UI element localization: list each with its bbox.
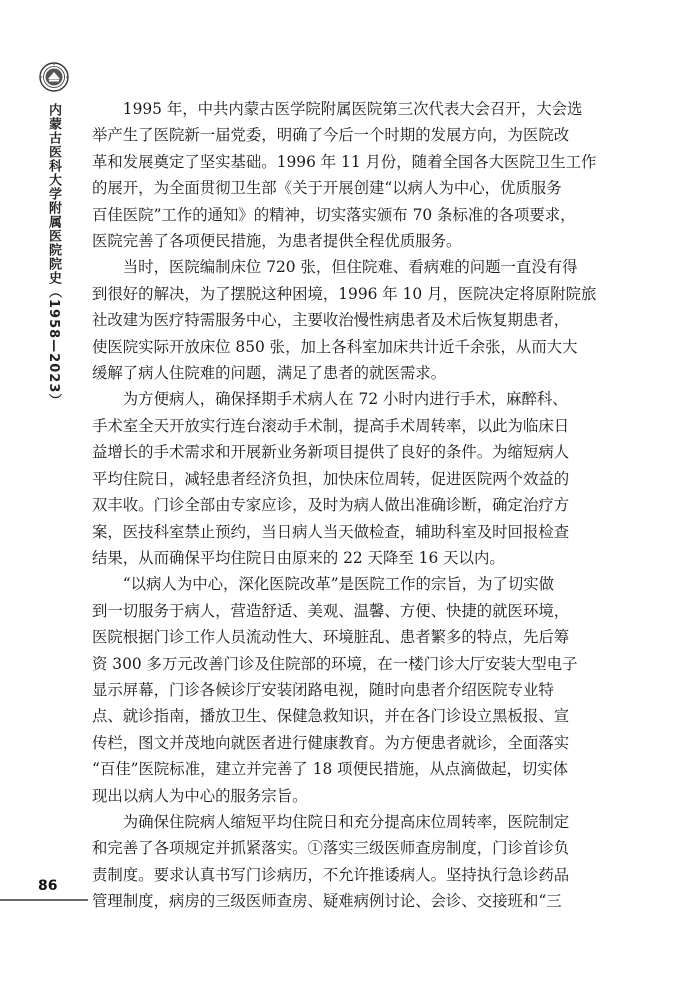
text-line: 医院根据门诊工作人员流动性大、环境脏乱、患者繁多的特点，先后筹 <box>92 628 570 647</box>
text-line: 传栏，图文并茂地向就医者进行健康教育。为方便患者就诊，全面落实 <box>92 733 570 752</box>
text-line: 显示屏幕，门诊各候诊厅安装闭路电视，随时向患者介绍医院专业特 <box>92 680 554 699</box>
footer-rule <box>0 899 88 901</box>
running-title: 内蒙古医科大学附属医院院史（1958—2023） <box>46 103 61 408</box>
text-line: 到一切服务于病人，营造舒适、美观、温馨、方便、快捷的就医环境， <box>92 601 570 620</box>
text-line: 双丰收。门诊全部由专家应诊，及时为病人做出准确诊断，确定治疗方 <box>92 496 570 515</box>
text-line: 责制度。要求认真书写门诊病历，不允许推诿病人。坚持执行急诊药品 <box>92 865 570 884</box>
text-line: 为确保住院病人缩短平均住院日和充分提高床位周转率，医院制定 <box>92 812 570 831</box>
text-line: 的展开，为全面贯彻卫生部《关于开展创建“以病人为中心，优质服务 <box>92 179 562 198</box>
text-line: 资 300 多万元改善门诊及住院部的环境，在一楼门诊大厅安装大型电子 <box>92 654 578 673</box>
text-line: 为方便病人，确保择期手术病人在 72 小时内进行手术，麻醉科、 <box>92 390 568 409</box>
text-line: 益增长的手术需求和开展新业务新项目提供了良好的条件。为缩短病人 <box>92 443 570 462</box>
text-line: 革和发展奠定了坚实基础。1996 年 11 月份，随着全国各大医院卫生工作 <box>92 152 597 171</box>
text-line: 点、就诊指南，播放卫生、保健急救知识，并在各门诊设立黑板报、宣 <box>92 707 570 726</box>
text-line: “以病人为中心，深化医院改革”是医院工作的宗旨，为了切实做 <box>92 575 555 594</box>
text-line: 社改建为医疗特需服务中心，主要收治慢性病患者及术后恢复期患者， <box>92 311 570 330</box>
text-line: 和完善了各项规定并抓紧落实。①落实三级医师查房制度，门诊首诊负 <box>92 839 570 858</box>
text-line: 使医院实际开放床位 850 张，加上各科室加床共计近千余张，从而大大 <box>92 337 578 356</box>
text-line: 医院完善了各项便民措施，为患者提供全程优质服务。 <box>92 232 462 251</box>
text-line: 管理制度，病房的三级医师查房、疑难病例讨论、会诊、交接班和“三 <box>92 892 562 911</box>
body-text <box>92 96 618 915</box>
text-line: 案，医技科室禁止预约，当日病人当天做检查，辅助科室及时回报检查 <box>92 522 570 541</box>
text-line: 到很好的解决，为了摆脱这种困境，1996 年 10 月，医院决定将原附院旅 <box>92 284 597 303</box>
text-line: 平均住院日，减轻患者经济负担，加快床位周转，促进医院两个效益的 <box>92 469 570 488</box>
text-line: 现出以病人为中心的服务宗旨。 <box>92 786 308 805</box>
text-line: 1995 年，中共内蒙古医学院附属医院第三次代表大会召开，大会选 <box>92 100 583 118</box>
text-line: 缓解了病人住院难的问题，满足了患者的就医需求。 <box>92 364 446 383</box>
university-seal-icon <box>39 62 69 92</box>
text-line: 百佳医院”工作的通知》的精神，切实落实颁布 70 条标准的各项要求， <box>92 205 576 224</box>
text-line: 结果，从而确保平均住院日由原来的 22 天降至 16 天以内。 <box>92 548 505 567</box>
text-line: “百佳”医院标准，建立并完善了 18 项便民措施，从点滴做起，切实体 <box>92 760 569 779</box>
page-number: 86 <box>38 878 58 894</box>
text-line: 手术室全天开放实行连台滚动手术制，提高手术周转率，以此为临床日 <box>92 416 570 435</box>
text-line: 当时，医院编制床位 720 张，但住院难、看病难的问题一直没有得 <box>92 258 578 277</box>
text-line: 举产生了医院新一届党委，明确了今后一个时期的发展方向，为医院改 <box>92 126 570 145</box>
